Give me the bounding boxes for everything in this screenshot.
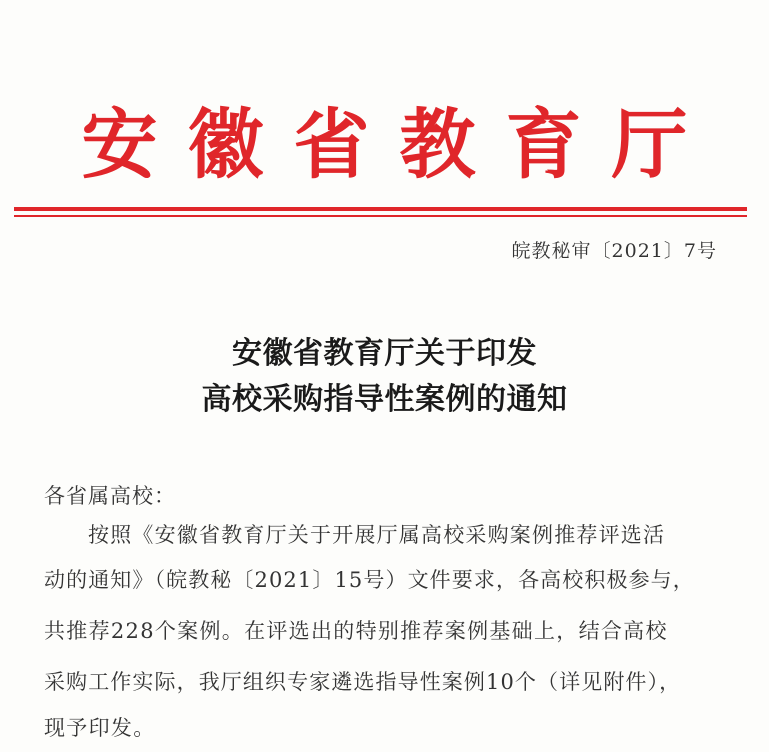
body-paragraph-line: 按照《安徽省教育厅关于开展厅属高校采购案例推荐评选活	[88, 523, 666, 547]
body-paragraph-line: 动的通知》（皖教秘〔2021〕15号）文件要求，各高校积极参与，	[44, 568, 695, 592]
body-paragraph-line: 共推荐228个案例。在评选出的特别推荐案例基础上，结合高校	[44, 619, 668, 643]
document-title-line-1: 安徽省教育厅关于印发	[232, 336, 537, 371]
red-divider-thin	[14, 215, 747, 217]
body-paragraph-line: 采购工作实际，我厅组织专家遴选指导性案例10个（详见附件），	[44, 670, 682, 694]
salutation: 各省属高校：	[44, 484, 176, 508]
organization-header: 安徽省教育厅	[81, 100, 718, 189]
document-number: 皖教秘审〔2021〕7号	[511, 240, 717, 262]
red-divider-thick	[14, 207, 747, 211]
body-paragraph-line: 现予印发。	[44, 716, 156, 740]
document-title-line-2: 高校采购指导性案例的通知	[201, 382, 568, 417]
